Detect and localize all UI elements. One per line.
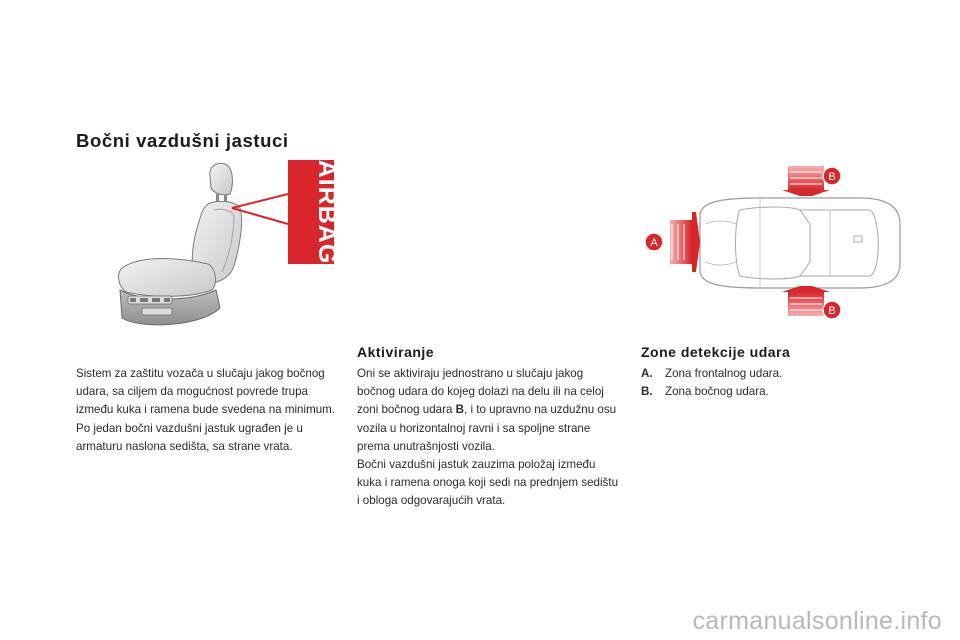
badge-a (645, 233, 663, 251)
zones-section (641, 365, 903, 401)
watermark: carmanualsonline.info (692, 607, 942, 635)
zone-item-a: A. Zona frontalnog udara. (641, 367, 783, 380)
intro-section (76, 365, 338, 456)
badge-b-top (823, 167, 841, 185)
badge-b-bottom (823, 301, 841, 319)
page-title: Bočni vazdušni jastuci (76, 130, 289, 151)
activation-section (357, 365, 619, 511)
zone-item-b: B. Zona bočnog udara. (641, 385, 769, 399)
car-impact-zones-illustration (640, 164, 910, 322)
svg-text:B: B (828, 171, 836, 183)
intro-paragraph-2: Po jedan bočni vazdušni jastuk ugrađen je u armaturu naslona sedišta, sa strane vrata. (76, 421, 303, 453)
zones-heading: Zone detekcije udara (641, 344, 791, 360)
airbag-label: AIRBAG (313, 159, 341, 265)
activation-paragraph-2: Bočni vazdušni jastuk zauzima položaj između kuka i ramena onoga koji sedi na prednjem sedištu i obloga odgovarajućih vrata. (357, 458, 619, 508)
activation-heading: Aktiviranje (357, 344, 435, 360)
seat-airbag-illustration (112, 158, 341, 334)
activation-paragraph-1: Oni se aktiviraju jednostrano u slučaju jakog bočnog udara do kojeg dolazi na delu ili na celoj zoni bočnog udara B, i to upravno na uzdužnu osu vozila u horizontalnoj ravni i sa spoljne strane prema unutrašnjosti vozila. (357, 367, 617, 453)
svg-text:A: A (650, 237, 658, 249)
intro-paragraph-1: Sistem za zaštitu vozača u slučaju jakog bočnog udara, sa ciljem da mogućnost povrede trupa između kuka i ramena bude svedena na minimum. (76, 367, 336, 417)
frontal-impact-arrow (670, 220, 692, 264)
svg-text:B: B (828, 305, 836, 317)
